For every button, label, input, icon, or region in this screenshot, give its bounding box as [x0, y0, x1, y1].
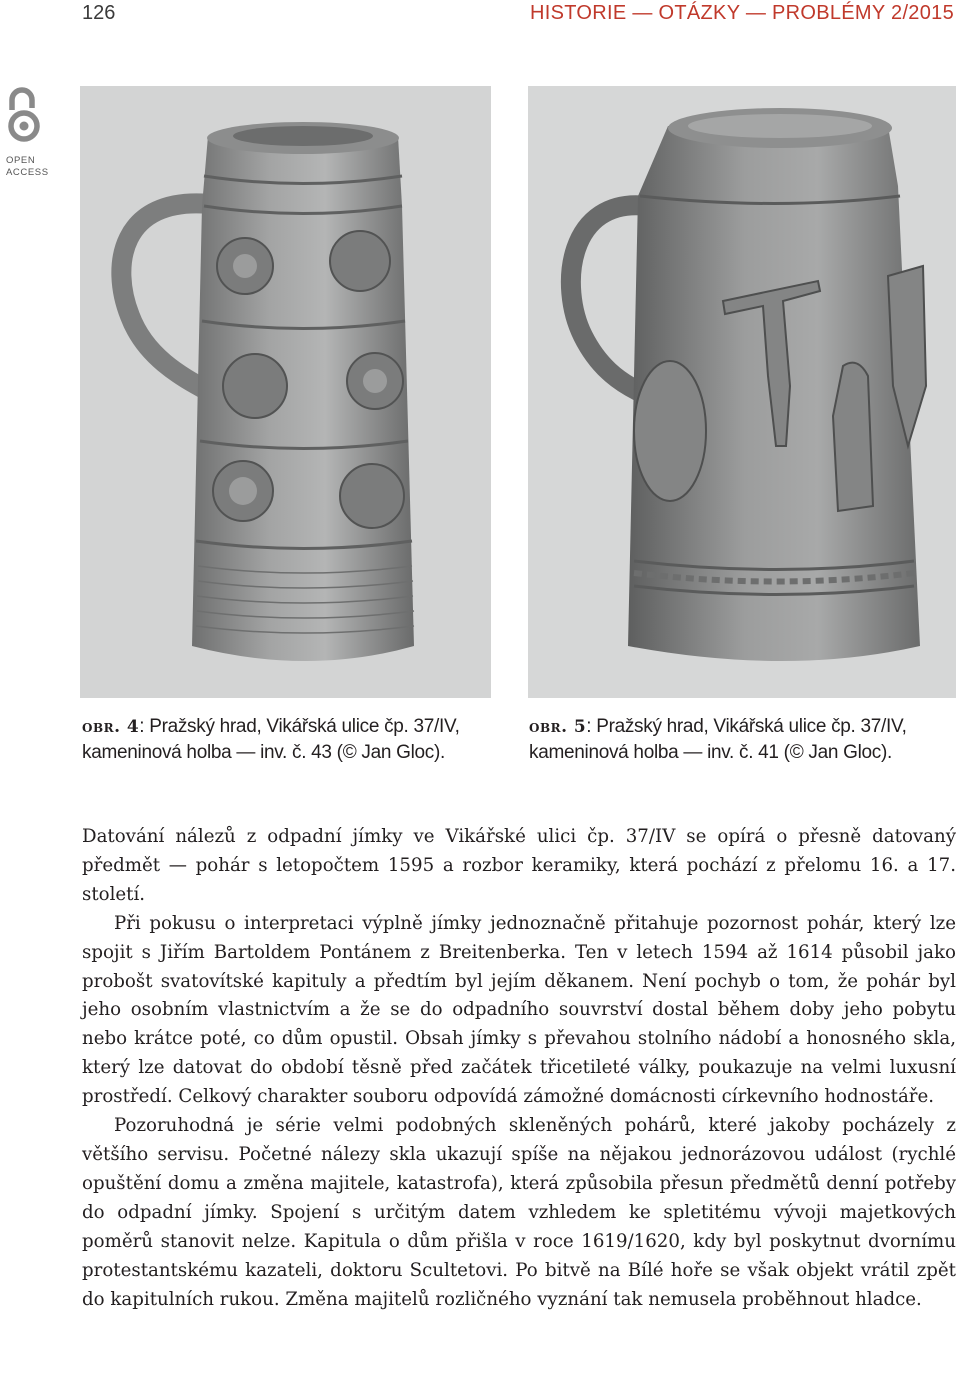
figure-5-caption	[529, 714, 957, 766]
page-header	[0, 0, 960, 30]
open-access-icon	[2, 86, 46, 146]
figure-4-caption	[82, 714, 492, 766]
body-text	[82, 823, 956, 1314]
figure-4-photo	[80, 86, 491, 698]
open-access-badge	[2, 86, 52, 179]
open-access-line1: OPEN	[6, 155, 36, 166]
figure-5-photo	[528, 86, 956, 698]
figure-4-label: obr. 4	[82, 717, 140, 737]
paragraph-1: Datování nálezů z odpadní jímky ve Vikářské ulici čp. 37/IV se opírá o přesně datovaný předmět — pohár s letopočtem 1595 a rozbor keramiky, která pochází z přelomu 16. a 17. století.	[82, 826, 956, 905]
figure-4-caption-text: : Pražský hrad, Vikářská ulice čp. 37/IV, kameninová holba — inv. č. 43 (© Jan Gloc).	[82, 716, 460, 763]
open-access-line2: ACCESS	[6, 167, 49, 178]
page-number: 126	[82, 2, 116, 24]
paragraph-3: Pozoruhodná je série velmi podobných skleněných pohárů, které jakoby pocházely z většího servisu. Početné nálezy skla ukazují spíše na nějakou jednorázovou událost (rychlé opuštění domu a změna majitele, katastrofa), která způsobila přesun předmětů denní potřeby do odpadní jímky. Spojení s určitým datem vzhledem ke spletitému vývoji majetkových poměrů stanovit nelze. Kapitula o dům přišla v roce 1619/1620, kdy byl poskytnut dvornímu protestantskému kazateli, doktoru Scultetovi. Po bitvě na Bílé hoře se však objekt vrátil zpět do kapitulních rukou. Změna majitelů rozličného vyznání tak nemusela proběhnout hladce.	[82, 1115, 956, 1310]
figure-5-caption-text: : Pražský hrad, Vikářská ulice čp. 37/IV, kameninová holba — inv. č. 41 (© Jan Gloc).	[529, 716, 907, 763]
running-head: HISTORIE — OTÁZKY — PROBLÉMY 2/2015	[530, 2, 954, 24]
paragraph-2: Při pokusu o interpretaci výplně jímky jednoznačně přitahuje pozornost pohár, který lze spojit s Jiřím Bartoldem Pontánem z Breitenberka. Ten v letech 1594 až 1614 působil jako probošt svatovítské kapituly a předtím byl jejím děkanem. Není pochyb o tom, že pohár byl jeho osobním vlastnictvím a že se do odpadního souvrství dostal během doby jeho pobytu nebo krátce poté, co dům opustil. Obsah jímky s převahou stolního nádobí a honosného skla, který lze datovat do období těsně před začátek třicetileté války, poukazuje na velmi luxusní prostředí. Celkový charakter souboru odpovídá zámožné domácnosti církevního hodnostáře.	[82, 912, 956, 1108]
figure-5-label: obr. 5	[529, 717, 587, 737]
